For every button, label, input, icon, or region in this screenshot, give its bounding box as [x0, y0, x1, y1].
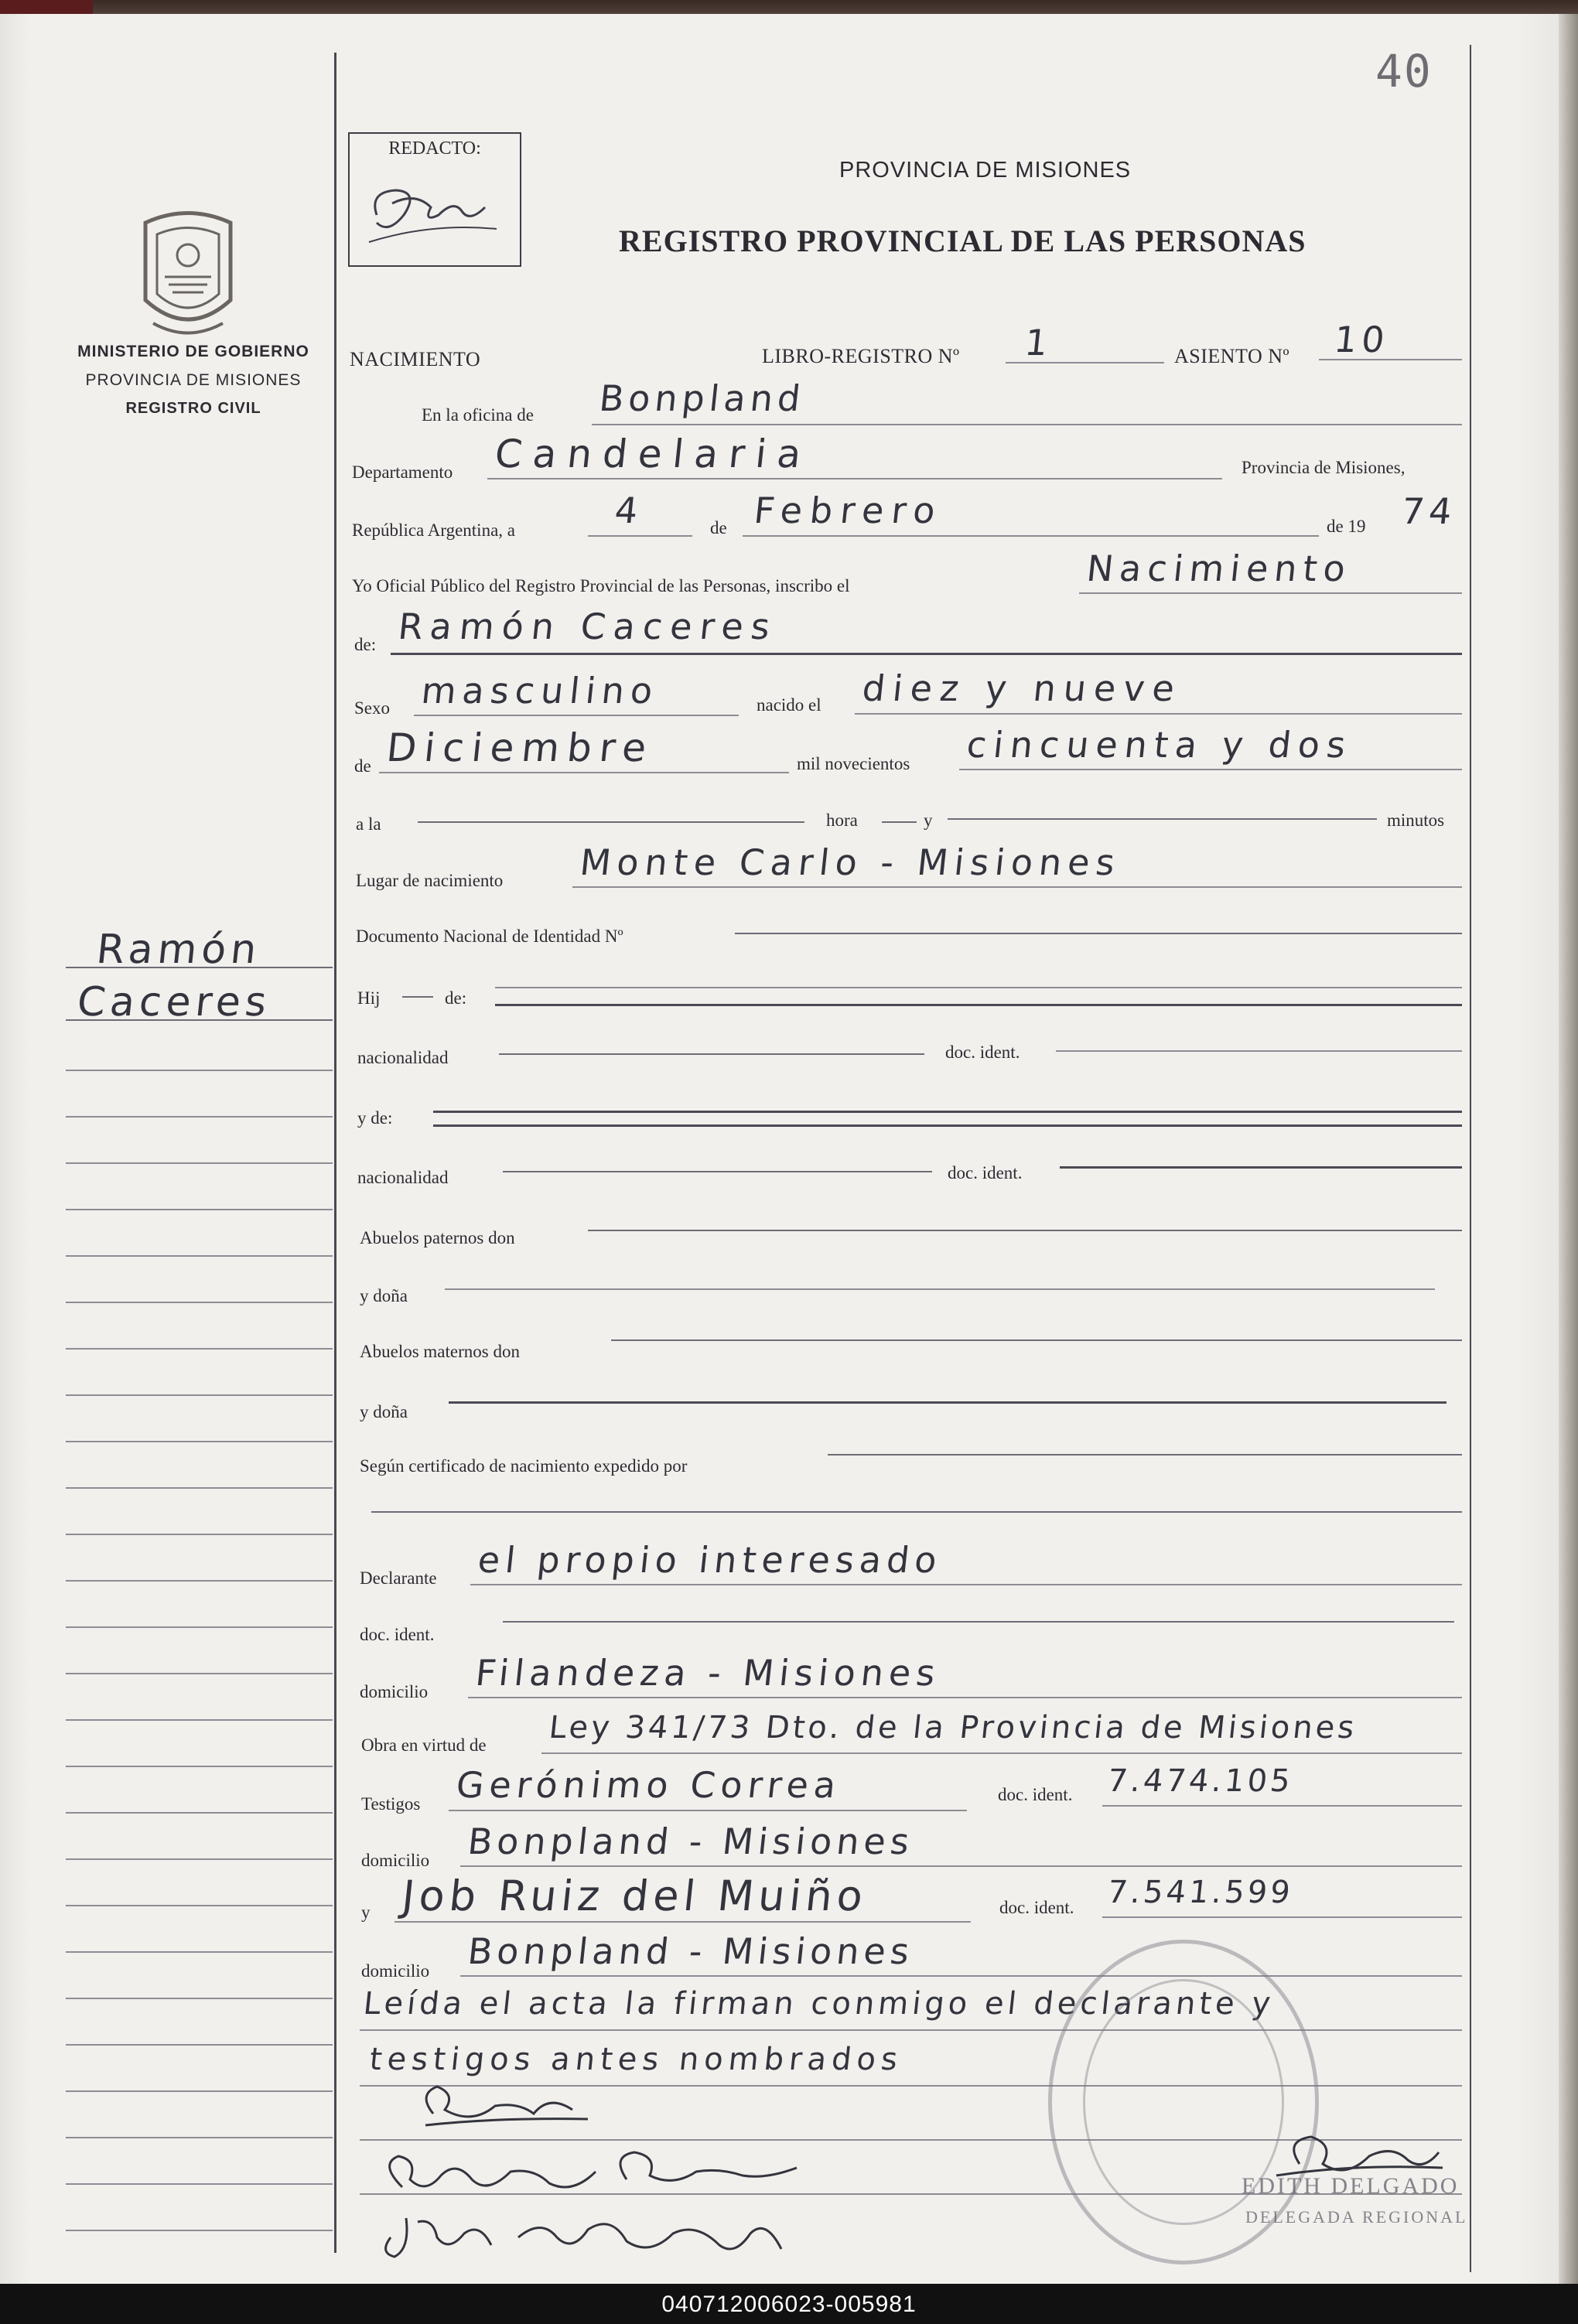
margin-rule	[334, 53, 336, 2253]
month-line	[743, 535, 1319, 537]
obra-label: Obra en virtud de	[361, 1735, 487, 1755]
testigo2-doc-label: doc. ident.	[999, 1898, 1074, 1917]
person-name-value: Ramón Caceres	[396, 606, 780, 647]
declarante-value: el propio interesado	[476, 1539, 944, 1581]
day-line	[588, 535, 692, 537]
inscribo-label: Yo Oficial Público del Registro Provincial de las Personas, inscribo el	[352, 576, 850, 596]
margin-name-last: Caceres	[74, 979, 274, 1025]
testigo1-domicilio-line	[460, 1865, 1462, 1867]
year-label: de 19	[1327, 517, 1366, 536]
redacto-box	[348, 132, 521, 267]
testigo1-doc-value: 7.474.105	[1105, 1763, 1295, 1799]
a-la-label: a la	[356, 814, 381, 834]
y-de-label: y de:	[357, 1108, 393, 1128]
hora-line	[882, 821, 917, 823]
testigo1-line	[449, 1810, 967, 1811]
month-value: Febrero	[752, 490, 945, 531]
page-number: 40	[1375, 45, 1433, 97]
y-label: y	[924, 810, 933, 830]
testigo2-signature	[386, 2218, 781, 2257]
stamp-official-name: EDITH DELGADO	[1242, 2173, 1460, 2199]
y-dona-maternos-label: y doña	[360, 1402, 408, 1421]
testigo2-value: Job Ruiz del Muiño	[399, 1872, 870, 1920]
lugar-line	[572, 886, 1462, 888]
inscribo-value: Nacimiento	[1084, 548, 1354, 589]
testigo2-domicilio-label: domicilio	[361, 1961, 430, 1981]
abuelos-maternos-label: Abuelos maternos don	[360, 1342, 520, 1361]
ministry-registry: REGISTRO CIVIL	[125, 400, 261, 417]
sexo-label: Sexo	[354, 698, 390, 718]
birth-month-line	[379, 772, 789, 773]
testigo1-doc-label: doc. ident.	[998, 1785, 1073, 1804]
official-signature	[1276, 2137, 1443, 2176]
testigo2-doc-value: 7.541.599	[1105, 1875, 1295, 1910]
lugar-value: Monte Carlo - Misiones	[578, 841, 1123, 883]
declarante-line	[470, 1584, 1462, 1585]
novecientos-label: mil novecientos	[797, 754, 910, 773]
nacionalidad-2-label: nacionalidad	[357, 1168, 449, 1187]
y-dona-paternos-line	[445, 1288, 1435, 1290]
birth-year-value: cincuenta y dos	[965, 724, 1354, 766]
asiento-line	[1319, 359, 1462, 360]
hij-line-1	[495, 987, 1462, 988]
day-value: 4	[613, 490, 645, 531]
image-id-footer	[0, 2284, 1578, 2324]
de3-label: de	[354, 756, 371, 776]
nacionalidad-1-label: nacionalidad	[357, 1048, 449, 1067]
asiento-value: 10	[1332, 319, 1392, 360]
doc-ident-1-line	[1056, 1050, 1462, 1052]
hij-label: Hij	[357, 988, 381, 1008]
testigo1-domicilio-value: Bonpland - Misiones	[466, 1821, 916, 1862]
document-page	[0, 14, 1559, 2284]
nacionalidad-2-line	[503, 1171, 932, 1172]
birth-year-line	[959, 769, 1462, 770]
doc-ident-1-label: doc. ident.	[945, 1043, 1020, 1062]
signatures	[364, 2071, 1446, 2272]
province-coat-of-arms-icon	[130, 207, 246, 339]
a-la-line	[418, 821, 804, 823]
y-de-line-2	[433, 1124, 1462, 1127]
y-de-line-1	[433, 1111, 1462, 1113]
oficina-line	[592, 424, 1462, 425]
libro-line	[1006, 362, 1164, 363]
provincia-label: Provincia de Misiones,	[1242, 458, 1406, 477]
redacto-initials-signature	[361, 169, 508, 254]
birth-month-value: Diciembre	[384, 725, 657, 770]
image-id-text: 040712006023-005981	[661, 2292, 917, 2317]
libro-label: LIBRO-REGISTRO Nº	[762, 345, 960, 367]
departamento-line	[487, 478, 1222, 479]
segun-line-2	[371, 1511, 1462, 1513]
declarante-doc-ident-label: doc. ident.	[360, 1625, 435, 1644]
testigo2-domicilio-line	[460, 1975, 1462, 1977]
closing-line-1: Leída el acta la firman conmigo el declarante y	[361, 1986, 1276, 2022]
inscribo-line	[1079, 592, 1462, 594]
nacido-line	[855, 713, 1462, 715]
nacido-label: nacido el	[757, 695, 821, 715]
testigo1-domicilio-label: domicilio	[361, 1851, 430, 1870]
testigo1-value: Gerónimo Correa	[454, 1764, 844, 1806]
domicilio-line	[468, 1697, 1462, 1698]
abuelos-maternos-line	[611, 1339, 1462, 1341]
sexo-line	[414, 715, 739, 716]
dni-label: Documento Nacional de Identidad Nº	[356, 927, 623, 946]
declarante-label: Declarante	[360, 1568, 437, 1588]
de-label: de	[710, 518, 727, 537]
domicilio-label: domicilio	[360, 1682, 429, 1701]
obra-value: Ley 341/73 Dto. de la Provincia de Misiones	[547, 1710, 1359, 1746]
de2-label: de:	[354, 635, 377, 654]
departamento-value: Candelaria	[492, 432, 815, 476]
declarante-signature	[425, 2087, 588, 2125]
hij-gender-line	[402, 996, 433, 998]
testigo2-domicilio-value: Bonpland - Misiones	[466, 1930, 916, 1972]
hij-line-2	[495, 1004, 1462, 1006]
asiento-label: ASIENTO Nº	[1174, 345, 1290, 367]
hora-label: hora	[826, 810, 858, 830]
oficina-label: En la oficina de	[422, 405, 534, 425]
sexo-value: masculino	[419, 670, 661, 712]
y-dona-maternos-line	[449, 1401, 1446, 1404]
registry-title: REGISTRO PROVINCIAL DE LAS PERSONAS	[619, 224, 1306, 258]
segun-line-1	[828, 1454, 1462, 1455]
testigo2-line	[394, 1921, 971, 1923]
ministry-name: MINISTERIO DE GOBIERNO	[77, 343, 309, 360]
minutos-line	[948, 818, 1377, 820]
nacionalidad-1-line	[499, 1053, 924, 1055]
nacido-value: diez y nueve	[860, 667, 1184, 709]
ministry-province: PROVINCIA DE MISIONES	[85, 371, 302, 389]
testigo2-doc-line	[1102, 1916, 1462, 1918]
abuelos-paternos-line	[588, 1230, 1462, 1231]
testigo2-y-label: y	[361, 1903, 371, 1922]
doc-ident-2-label: doc. ident.	[948, 1163, 1023, 1182]
departamento-label: Departamento	[352, 462, 453, 482]
doc-ident-2-line	[1060, 1166, 1462, 1169]
testigo1-doc-line	[1102, 1805, 1462, 1807]
y-dona-paternos-label: y doña	[360, 1286, 408, 1305]
testigo1-signature	[390, 2152, 797, 2187]
republica-label: República Argentina, a	[352, 520, 515, 540]
minutos-label: minutos	[1387, 810, 1445, 830]
lugar-label: Lugar de nacimiento	[356, 871, 504, 890]
testigos-label: Testigos	[361, 1794, 421, 1814]
domicilio-value: Filandeza - Misiones	[473, 1652, 943, 1694]
right-rule	[1470, 45, 1471, 2272]
year-value: 74	[1399, 490, 1459, 532]
hij-de-label: de:	[445, 988, 467, 1008]
obra-line	[541, 1752, 1462, 1754]
province-heading: PROVINCIA DE MISIONES	[839, 158, 1132, 183]
libro-value: 1	[1023, 322, 1055, 363]
page-edge	[1559, 14, 1578, 2284]
margin-name-first: Ramón	[94, 927, 264, 973]
declarante-doc-ident-line	[503, 1621, 1454, 1623]
person-name-line	[391, 653, 1462, 655]
record-type-label: NACIMIENTO	[350, 348, 481, 370]
dni-line	[735, 933, 1462, 934]
closing-line-2: testigos antes nombrados	[367, 2042, 905, 2077]
segun-label: Según certificado de nacimiento expedido por	[360, 1456, 688, 1476]
abuelos-paternos-label: Abuelos paternos don	[360, 1228, 515, 1247]
stamp-official-title: DELEGADA REGIONAL	[1245, 2207, 1468, 2227]
redacto-label: REDACTO:	[388, 138, 481, 159]
oficina-value: Bonpland	[597, 377, 808, 419]
